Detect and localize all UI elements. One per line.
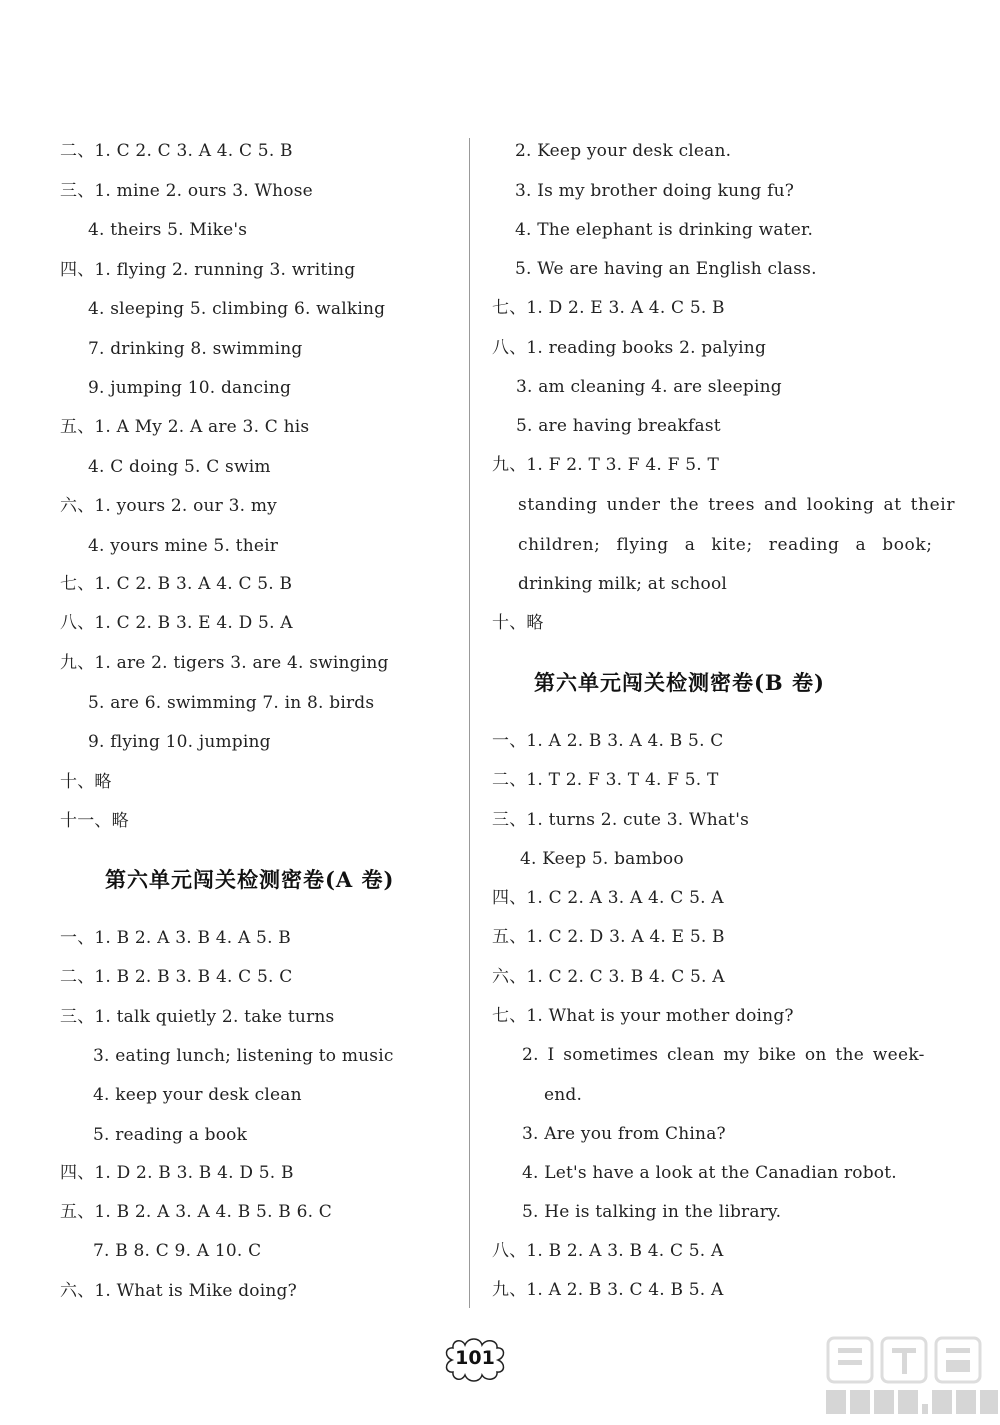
answer-line: 5. are 6. swimming 7. in 8. birds [88, 693, 375, 713]
answer-line: 十一、略 [60, 811, 129, 831]
section-heading-b: 第六单元闯关检测密卷(B 卷) [534, 670, 825, 695]
answer-line: 4. C doing 5. C swim [88, 457, 271, 477]
answer-line: drinking milk; at school [518, 574, 728, 594]
answer-line: 四、1. flying 2. running 3. writing [60, 260, 356, 280]
answer-line: 八、1. C 2. B 3. E 4. D 5. A [60, 613, 293, 633]
answer-line: 7. B 8. C 9. A 10. C [93, 1241, 262, 1261]
answer-line: 9. flying 10. jumping [88, 732, 271, 752]
answer-line: 4. theirs 5. Mike's [88, 220, 248, 240]
watermark-icon [820, 1330, 1000, 1421]
answer-line: 三、1. turns 2. cute 3. What's [492, 810, 750, 830]
answer-line: 3. Are you from China? [522, 1124, 726, 1144]
answer-line: 九、1. F 2. T 3. F 4. F 5. T [492, 455, 719, 475]
answer-line: standing under the trees and looking at their [518, 495, 956, 515]
answer-line: 一、1. B 2. A 3. B 4. A 5. B [60, 928, 291, 948]
answer-line: 四、1. C 2. A 3. A 4. C 5. A [492, 888, 724, 908]
page-number [440, 1335, 510, 1385]
answer-line: 3. eating lunch; listening to music [93, 1046, 394, 1066]
answer-line: 一、1. A 2. B 3. A 4. B 5. C [492, 731, 724, 751]
answer-line: 5. We are having an English class. [515, 259, 817, 279]
answer-line: 八、1. B 2. A 3. B 4. C 5. A [492, 1241, 724, 1261]
watermark-logo [820, 1330, 1000, 1421]
answer-line: 7. drinking 8. swimming [88, 339, 303, 359]
answer-line: 二、1. T 2. F 3. T 4. F 5. T [492, 770, 719, 790]
answer-line: 十、略 [60, 772, 112, 792]
answer-line: 二、1. C 2. C 3. A 4. C 5. B [60, 141, 293, 161]
answer-line: 七、1. D 2. E 3. A 4. C 5. B [492, 298, 725, 318]
section-heading-a: 第六单元闯关检测密卷(A 卷) [105, 867, 395, 892]
answer-line: 九、1. are 2. tigers 3. are 4. swinging [60, 653, 389, 673]
answer-line: 六、1. What is Mike doing? [60, 1281, 297, 1301]
answer-line: 5. He is talking in the library. [522, 1202, 782, 1222]
answer-line: 3. Is my brother doing kung fu? [515, 181, 795, 201]
answer-line: 4. sleeping 5. climbing 6. walking [88, 299, 386, 319]
answer-line: children; flying a kite; reading a book; [518, 535, 933, 555]
answer-line: 十、略 [492, 613, 544, 633]
answer-line: 5. reading a book [93, 1125, 248, 1145]
answer-line: 5. are having breakfast [516, 416, 721, 436]
answer-line: 七、1. C 2. B 3. A 4. C 5. B [60, 574, 293, 594]
answer-line: 六、1. C 2. C 3. B 4. C 5. A [492, 967, 725, 987]
answer-line: 八、1. reading books 2. palying [492, 338, 767, 358]
answer-line: 三、1. mine 2. ours 3. Whose [60, 181, 313, 201]
answer-line: 五、1. A My 2. A are 3. C his [60, 417, 310, 437]
answer-line: 三、1. talk quietly 2. take turns [60, 1007, 335, 1027]
answer-line: 9. jumping 10. dancing [88, 378, 292, 398]
answer-line: 七、1. What is your mother doing? [492, 1006, 794, 1026]
answer-line: 4. The elephant is drinking water. [515, 220, 814, 240]
answer-line: 六、1. yours 2. our 3. my [60, 496, 277, 516]
answer-line: 九、1. A 2. B 3. C 4. B 5. A [492, 1280, 724, 1300]
column-divider [469, 138, 470, 1308]
answer-line: 2. Keep your desk clean. [515, 141, 732, 161]
answer-line: 4. yours mine 5. their [88, 536, 279, 556]
answer-line: end. [544, 1085, 583, 1105]
page-number-text: 101 [455, 1347, 495, 1369]
answer-line: 五、1. B 2. A 3. A 4. B 5. B 6. C [60, 1202, 332, 1222]
answer-line: 四、1. D 2. B 3. B 4. D 5. B [60, 1163, 294, 1183]
answer-line: 3. am cleaning 4. are sleeping [516, 377, 782, 397]
answer-line: 五、1. C 2. D 3. A 4. E 5. B [492, 927, 725, 947]
answer-line: 4. Let's have a look at the Canadian robot. [522, 1163, 897, 1183]
answer-line: 2. I sometimes clean my bike on the week- [522, 1045, 925, 1065]
answer-line: 4. Keep 5. bamboo [520, 849, 684, 869]
answer-line: 4. keep your desk clean [93, 1085, 302, 1105]
answer-line: 二、1. B 2. B 3. B 4. C 5. C [60, 967, 293, 987]
